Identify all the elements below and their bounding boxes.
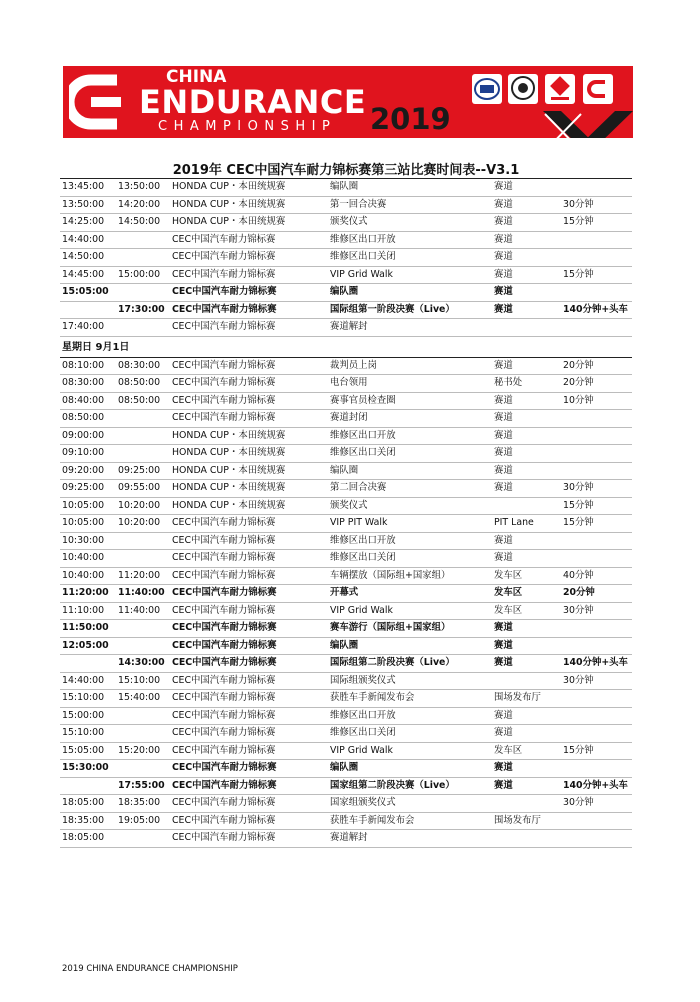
duration: 140分钟+头车 — [563, 657, 628, 668]
start-time: 11:10:00 — [62, 604, 105, 616]
table-row — [60, 445, 632, 463]
location: 赛道 — [494, 709, 513, 721]
series-name: CEC中国汽车耐力锦标赛 — [172, 832, 276, 843]
location: 赛道 — [494, 482, 513, 493]
event-item: VIP PIT Walk — [330, 517, 388, 528]
event-item: 赛事官员检查圈 — [330, 394, 396, 406]
location: 赛道 — [494, 447, 513, 458]
duration: 20分钟 — [563, 359, 594, 371]
end-time: 13:50:00 — [118, 181, 161, 192]
series-name: CEC中国汽车耐力锦标赛 — [172, 303, 277, 315]
table-row — [60, 673, 632, 691]
duration: 20分钟 — [563, 587, 595, 598]
table-row — [60, 498, 632, 516]
event-item: VIP Grid Walk — [330, 744, 393, 756]
duration: 15分钟 — [563, 499, 594, 511]
event-item: 编队圈 — [330, 464, 359, 476]
end-time: 17:30:00 — [118, 303, 165, 315]
table-row — [60, 393, 632, 411]
event-item: 赛道解封 — [330, 321, 368, 332]
table-row — [60, 267, 632, 285]
event-item: 裁判员上岗 — [330, 359, 377, 371]
table-row — [60, 214, 632, 232]
duration: 10分钟 — [563, 394, 594, 406]
event-item: 国际组第一阶段决赛（Live） — [330, 303, 455, 315]
table-row — [60, 620, 632, 638]
duration: 30分钟 — [563, 198, 594, 210]
series-name: HONDA CUP・本田统规赛 — [172, 464, 286, 476]
event-item: 编队圈 — [330, 639, 359, 651]
series-name: CEC中国汽车耐力锦标赛 — [172, 814, 276, 826]
series-name: CEC中国汽车耐力锦标赛 — [172, 692, 276, 703]
table-row — [60, 358, 632, 376]
event-item: 维修区出口开放 — [330, 709, 396, 721]
table-row — [60, 179, 632, 197]
table-row — [60, 319, 632, 337]
end-time: 11:40:00 — [118, 587, 165, 598]
end-time: 10:20:00 — [118, 499, 161, 511]
end-time: 11:20:00 — [118, 569, 161, 581]
series-name: CEC中国汽车耐力锦标赛 — [172, 709, 276, 721]
end-time: 18:35:00 — [118, 797, 161, 808]
location: 赛道 — [494, 412, 513, 423]
duration: 30分钟 — [563, 482, 594, 493]
start-time: 15:30:00 — [62, 762, 109, 773]
end-time: 15:10:00 — [118, 674, 161, 686]
duration: 30分钟 — [563, 797, 594, 808]
end-time: 10:20:00 — [118, 517, 161, 528]
series-name: HONDA CUP・本田统规赛 — [172, 181, 286, 192]
schedule-table — [60, 178, 632, 848]
series-name: CEC中国汽车耐力锦标赛 — [172, 797, 276, 808]
start-time: 09:10:00 — [62, 447, 105, 458]
start-time: 08:50:00 — [62, 412, 105, 423]
cec-logo-icon — [69, 74, 131, 130]
series-name: CEC中国汽车耐力锦标赛 — [172, 268, 276, 280]
series-name: CEC中国汽车耐力锦标赛 — [172, 412, 276, 423]
end-time: 14:20:00 — [118, 198, 161, 210]
location: 赛道 — [494, 251, 513, 262]
series-name: CEC中国汽车耐力锦标赛 — [172, 286, 277, 297]
start-time: 13:50:00 — [62, 198, 105, 210]
location: 赛道 — [494, 727, 513, 738]
start-time: 18:35:00 — [62, 814, 105, 826]
event-item: 维修区出口开放 — [330, 233, 396, 245]
duration: 40分钟 — [563, 569, 594, 581]
event-item: 赛车游行（国际组+国家组） — [330, 622, 451, 633]
series-name: CEC中国汽车耐力锦标赛 — [172, 517, 276, 528]
table-row — [60, 197, 632, 215]
location: 发车区 — [494, 744, 523, 756]
series-name: CEC中国汽车耐力锦标赛 — [172, 744, 276, 756]
start-time: 11:50:00 — [62, 622, 109, 633]
table-row — [60, 568, 632, 586]
location: 围场发布厅 — [494, 692, 541, 703]
location: 赛道 — [494, 534, 513, 546]
event-item: 维修区出口关闭 — [330, 727, 396, 738]
start-time: 10:05:00 — [62, 517, 105, 528]
event-item: 维修区出口关闭 — [330, 251, 396, 262]
event-item: 电台领用 — [330, 377, 368, 388]
banner-year: 2019 — [370, 102, 451, 136]
series-name: CEC中国汽车耐力锦标赛 — [172, 534, 276, 546]
start-time: 15:05:00 — [62, 286, 109, 297]
start-time: 18:05:00 — [62, 832, 105, 843]
table-row — [60, 638, 632, 656]
table-row — [60, 249, 632, 267]
series-name: HONDA CUP・本田统规赛 — [172, 216, 286, 227]
end-time: 09:55:00 — [118, 482, 161, 493]
table-row — [60, 725, 632, 743]
end-time: 08:30:00 — [118, 359, 161, 371]
start-time: 09:20:00 — [62, 464, 105, 476]
start-time: 09:00:00 — [62, 429, 105, 441]
header-banner — [63, 66, 633, 138]
table-row — [60, 760, 632, 778]
event-item: 编队圈 — [330, 286, 359, 297]
start-time: 13:45:00 — [62, 181, 105, 192]
event-item: 获胜车手新闻发布会 — [330, 692, 415, 703]
table-row — [60, 533, 632, 551]
event-item: 颁奖仪式 — [330, 499, 368, 511]
event-item: 第一回合决赛 — [330, 198, 387, 210]
event-item: 编队圈 — [330, 181, 359, 192]
fia-logo-icon — [472, 74, 502, 104]
table-row — [60, 655, 632, 673]
location: 赛道 — [494, 657, 513, 668]
table-row — [60, 585, 632, 603]
table-row — [60, 603, 632, 621]
end-time: 08:50:00 — [118, 394, 161, 406]
start-time: 17:40:00 — [62, 321, 105, 332]
start-time: 14:40:00 — [62, 674, 105, 686]
event-item: VIP Grid Walk — [330, 604, 393, 616]
series-name: CEC中国汽车耐力锦标赛 — [172, 727, 276, 738]
start-time: 18:05:00 — [62, 797, 105, 808]
duration: 15分钟 — [563, 744, 594, 756]
event-item: 第二回合决赛 — [330, 482, 387, 493]
start-time: 12:05:00 — [62, 639, 109, 651]
location: 赛道 — [494, 216, 513, 227]
start-time: 15:00:00 — [62, 709, 105, 721]
series-name: CEC中国汽车耐力锦标赛 — [172, 394, 276, 406]
series-name: CEC中国汽车耐力锦标赛 — [172, 762, 277, 773]
event-item: 国际组第二阶段决赛（Live） — [330, 657, 455, 668]
event-item: VIP Grid Walk — [330, 268, 393, 280]
banner-line2: ENDURANCE — [139, 83, 367, 121]
event-item: 国家组颁奖仪式 — [330, 797, 396, 808]
table-row — [60, 463, 632, 481]
table-row — [60, 550, 632, 568]
table-row — [60, 743, 632, 761]
start-time: 10:05:00 — [62, 499, 105, 511]
footer-text: 2019 CHINA ENDURANCE CHAMPIONSHIP — [62, 964, 238, 974]
end-time: 14:50:00 — [118, 216, 161, 227]
sponsor-logo-icon — [545, 74, 575, 104]
table-row — [60, 410, 632, 428]
duration: 30分钟 — [563, 604, 594, 616]
duration: 30分钟 — [563, 674, 594, 686]
location: 赛道 — [494, 464, 513, 476]
start-time: 10:30:00 — [62, 534, 105, 546]
duration: 140分钟+头车 — [563, 779, 628, 791]
series-name: CEC中国汽车耐力锦标赛 — [172, 233, 276, 245]
location: 赛道 — [494, 552, 513, 563]
start-time: 14:45:00 — [62, 268, 105, 280]
event-item: 维修区出口关闭 — [330, 552, 396, 563]
table-row — [60, 830, 632, 848]
series-name: CEC中国汽车耐力锦标赛 — [172, 779, 277, 791]
duration: 15分钟 — [563, 268, 594, 280]
series-name: CEC中国汽车耐力锦标赛 — [172, 674, 276, 686]
series-name: CEC中国汽车耐力锦标赛 — [172, 552, 276, 563]
location: 赛道 — [494, 198, 513, 210]
start-time: 15:05:00 — [62, 744, 105, 756]
location: 赛道 — [494, 639, 513, 651]
event-item: 维修区出口开放 — [330, 429, 396, 441]
end-time: 14:30:00 — [118, 657, 165, 668]
schedule-rows-sunday — [60, 358, 632, 848]
end-time: 09:25:00 — [118, 464, 161, 476]
start-time: 08:30:00 — [62, 377, 105, 388]
table-row — [60, 284, 632, 302]
table-row — [60, 428, 632, 446]
series-name: CEC中国汽车耐力锦标赛 — [172, 657, 277, 668]
location: 围场发布厅 — [494, 814, 541, 826]
camf-logo-icon — [508, 74, 538, 104]
table-row — [60, 708, 632, 726]
location: 赛道 — [494, 286, 513, 297]
start-time: 10:40:00 — [62, 569, 105, 581]
schedule-title: 2019年 CEC中国汽车耐力锦标赛第三站比赛时间表--V3.1 — [172, 163, 520, 178]
location: 赛道 — [494, 394, 513, 406]
series-name: CEC中国汽车耐力锦标赛 — [172, 377, 276, 388]
table-row — [60, 232, 632, 250]
location: 发车区 — [494, 587, 523, 598]
end-time: 19:05:00 — [118, 814, 161, 826]
event-item: 维修区出口关闭 — [330, 447, 396, 458]
day-header — [60, 337, 632, 358]
start-time: 15:10:00 — [62, 727, 105, 738]
table-row — [60, 480, 632, 498]
table-row — [60, 813, 632, 831]
series-name: CEC中国汽车耐力锦标赛 — [172, 569, 276, 581]
start-time: 09:25:00 — [62, 482, 105, 493]
start-time: 14:25:00 — [62, 216, 105, 227]
banner-line1: CHINA — [166, 67, 227, 87]
series-name: HONDA CUP・本田统规赛 — [172, 447, 286, 458]
location: 赛道 — [494, 303, 513, 315]
table-row — [60, 375, 632, 393]
series-name: CEC中国汽车耐力锦标赛 — [172, 321, 276, 332]
location: 赛道 — [494, 359, 513, 371]
location: 发车区 — [494, 604, 523, 616]
series-name: HONDA CUP・本田统规赛 — [172, 499, 286, 511]
end-time: 11:40:00 — [118, 604, 161, 616]
location: 赛道 — [494, 779, 513, 791]
series-name: CEC中国汽车耐力锦标赛 — [172, 604, 276, 616]
start-time: 08:10:00 — [62, 359, 105, 371]
end-time: 15:40:00 — [118, 692, 161, 703]
end-time: 08:50:00 — [118, 377, 161, 388]
duration: 140分钟+头车 — [563, 303, 628, 315]
location: 赛道 — [494, 762, 513, 773]
duration: 20分钟 — [563, 377, 594, 388]
series-name: HONDA CUP・本田统规赛 — [172, 429, 286, 441]
schedule-rows-saturday — [60, 179, 632, 337]
banner-line3: CHAMPIONSHIP — [158, 119, 337, 134]
location: 秘书处 — [494, 377, 523, 388]
series-name: CEC中国汽车耐力锦标赛 — [172, 587, 277, 598]
location: 发车区 — [494, 569, 523, 581]
series-name: CEC中国汽车耐力锦标赛 — [172, 251, 276, 262]
event-item: 国家组第二阶段决赛（Live） — [330, 779, 455, 791]
location: 赛道 — [494, 268, 513, 280]
event-item: 编队圈 — [330, 762, 359, 773]
table-row — [60, 795, 632, 813]
start-time: 14:40:00 — [62, 233, 105, 245]
series-name: CEC中国汽车耐力锦标赛 — [172, 622, 277, 633]
start-time: 14:50:00 — [62, 251, 105, 262]
event-item: 赛道解封 — [330, 832, 368, 843]
start-time: 11:20:00 — [62, 587, 109, 598]
end-time: 17:55:00 — [118, 779, 165, 791]
table-row — [60, 302, 632, 320]
event-item: 维修区出口开放 — [330, 534, 396, 546]
day-label: 星期日 9月1日 — [62, 341, 130, 353]
series-name: HONDA CUP・本田统规赛 — [172, 482, 286, 493]
event-item: 获胜车手新闻发布会 — [330, 814, 415, 826]
series-name: CEC中国汽车耐力锦标赛 — [172, 359, 276, 371]
start-time: 15:10:00 — [62, 692, 105, 703]
series-name: HONDA CUP・本田统规赛 — [172, 198, 286, 210]
start-time: 10:40:00 — [62, 552, 105, 563]
event-item: 车辆摆放（国际组+国家组） — [330, 569, 451, 581]
location: 赛道 — [494, 622, 513, 633]
table-row — [60, 778, 632, 796]
location: 赛道 — [494, 233, 513, 245]
event-item: 国际组颁奖仪式 — [330, 674, 396, 686]
location: PIT Lane — [494, 517, 534, 528]
cec-small-logo-icon — [583, 74, 613, 104]
location: 赛道 — [494, 181, 513, 192]
end-time: 15:20:00 — [118, 744, 161, 756]
start-time: 08:40:00 — [62, 394, 105, 406]
duration: 15分钟 — [563, 517, 594, 528]
table-row — [60, 515, 632, 533]
event-item: 颁奖仪式 — [330, 216, 368, 227]
table-row — [60, 690, 632, 708]
series-name: CEC中国汽车耐力锦标赛 — [172, 639, 277, 651]
event-item: 开幕式 — [330, 587, 359, 598]
event-item: 赛道封闭 — [330, 412, 368, 423]
duration: 15分钟 — [563, 216, 594, 227]
end-time: 15:00:00 — [118, 268, 161, 280]
location: 赛道 — [494, 429, 513, 441]
